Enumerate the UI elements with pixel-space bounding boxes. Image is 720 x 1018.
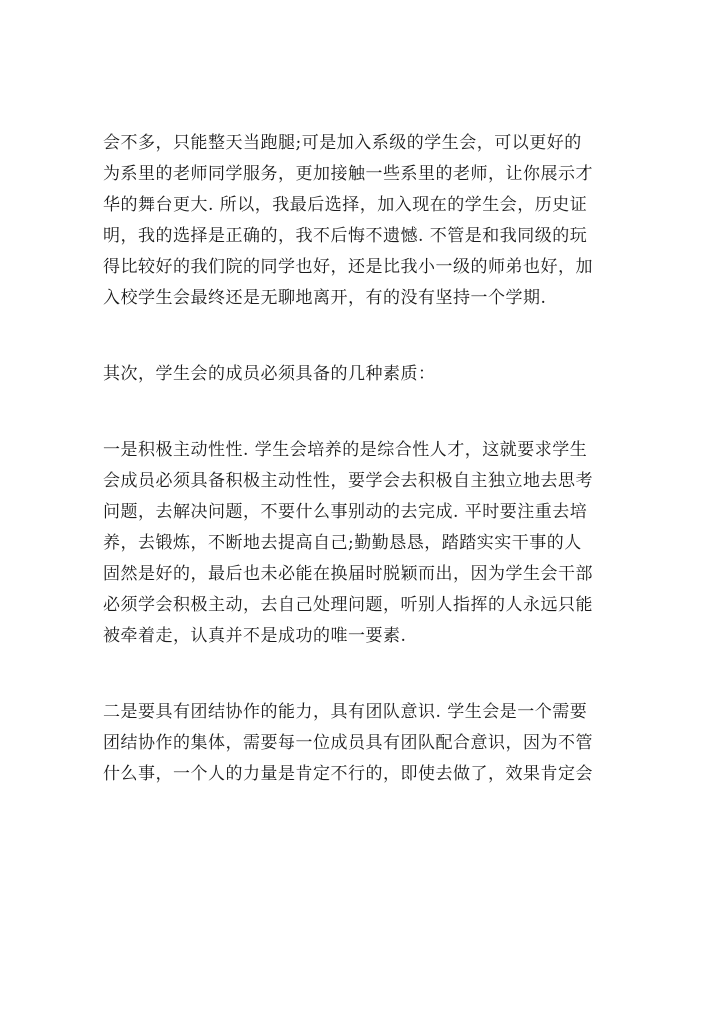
text-line: 会不多，只能整天当跑腿;可是加入系级的学生会，可以更好的: [103, 133, 582, 153]
text-line: 华的舞台更大. 所以，我最后选择，加入现在的学生会，历史证: [103, 195, 588, 215]
text-line: 团结协作的集体，需要每一位成员具有团队配合意识，因为不管: [103, 733, 593, 753]
text-line: 其次，学生会的成员必须具备的几种素质：: [103, 364, 436, 384]
text-line: 养，去锻炼，不断地去提高自己;勤勤恳恳，踏踏实实干事的人: [103, 533, 582, 553]
text-line: 被牵着走，认真并不是成功的唯一要素.: [103, 626, 407, 646]
text-line: 必须学会积极主动，去自己处理问题，听别人指挥的人永远只能: [103, 595, 593, 615]
text-line: 会成员必须具备积极主动性性，要学会去积极自主独立地去思考: [103, 471, 593, 491]
text-line: 固然是好的，最后也未必能在换届时脱颖而出，因为学生会干部: [103, 564, 593, 584]
text-line: 什么事，一个人的力量是肯定不行的，即使去做了，效果肯定会: [103, 764, 593, 784]
paragraph-student-union-choice: [103, 128, 631, 314]
text-line: 为系里的老师同学服务，更加接触一些系里的老师，让你展示才: [103, 164, 593, 184]
text-line: 问题，去解决问题，不要什么事别动的去完成. 平时要注重去培: [103, 502, 588, 522]
text-line: 得比较好的我们院的同学也好，还是比我小一级的师弟也好，加: [103, 257, 593, 277]
paragraph-teamwork: [103, 697, 631, 790]
paragraph-initiative: [103, 435, 631, 652]
text-line: 一是积极主动性性. 学生会培养的是综合性人才，这就要求学生: [103, 440, 588, 460]
document-body: [103, 128, 631, 835]
text-line: 二是要具有团结协作的能力，具有团队意识. 学生会是一个需要: [103, 702, 588, 722]
paragraph-qualities-intro: [103, 359, 631, 390]
text-line: 入校学生会最终还是无聊地离开，有的没有坚持一个学期.: [103, 288, 547, 308]
text-line: 明，我的选择是正确的，我不后悔不遗憾. 不管是和我同级的玩: [103, 226, 588, 246]
